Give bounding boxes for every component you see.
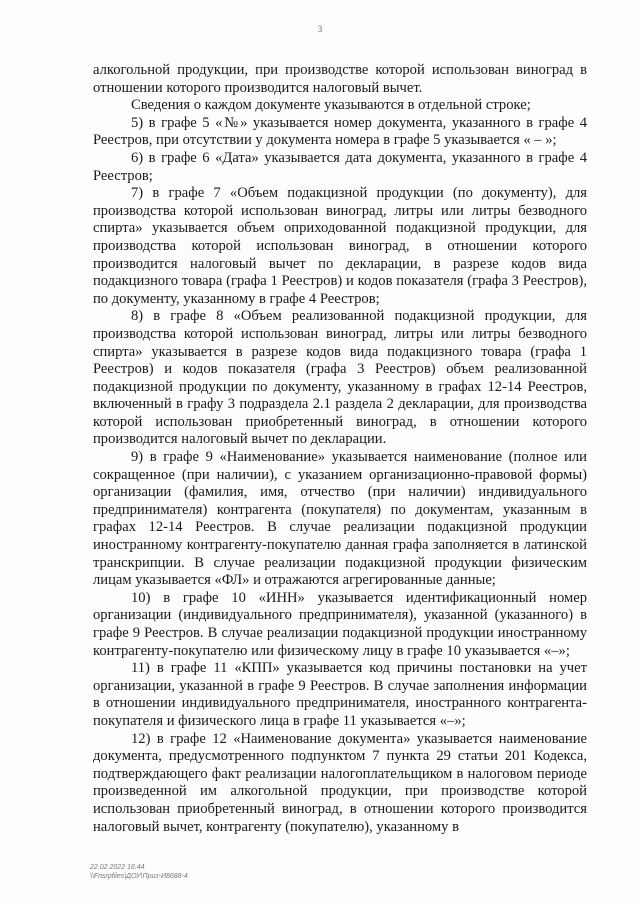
print-footer xyxy=(90,863,188,881)
paragraph: 9) в графе 9 «Наименование» указывается наименование (полное или сокращенное (при наличии), с указанием организационно-правовой формы) организации (фамилия, имя, отчество (при наличии) индивидуального предпринимателя) контрагента (покупателя) по документам, указанным в графах 12-14 Реестров. В случае реализации подакцизной продукции иностранному контрагенту-покупателю данная графа заполняется в латинской транскрипции. В случае реализации подакцизной продукции физическим лицам указывается «ФЛ» и отражаются агрегированные данные; xyxy=(93,449,587,589)
paragraph: 12) в графе 12 «Наименование документа» указывается наименование документа, предусмотренного подпунктом 7 пункта 29 статьи 201 Кодекса, подтверждающего факт реализации налогоплательщиком в налоговом периоде произведенной им алкогольной продукции, при производстве которой использован приобретенный виноград, в отношении которого производится налоговый вычет, контрагенту (покупателю), указанному в xyxy=(93,730,587,835)
paragraph: 6) в графе 6 «Дата» указывается дата документа, указанного в графе 4 Реестров; xyxy=(93,149,587,184)
paragraph: 10) в графе 10 «ИНН» указывается идентификационный номер организации (индивидуального предпринимателя), указанной (указанного) в графе 9 Реестров. В случае реализации подакцизной продукции иностранному контрагенту-покупателю или физическому лицу в графе 10 указывается «–»; xyxy=(93,589,587,659)
paragraph: Сведения о каждом документе указываются в отдельной строке; xyxy=(131,97,531,114)
paragraph: 5) в графе 5 «№» указывается номер документа, указанного в графе 4 Реестров, при отсутствии у документа номера в графе 5 указывается « – »; xyxy=(93,114,587,149)
page-number: 3 xyxy=(317,24,323,34)
paragraph: 11) в графе 11 «КПП» указывается код причины постановки на учет организации, указанной в графе 9 Реестров. В случае заполнения информации в отношении индивидуального предпринимателя, иностранного контрагента-покупателя и физического лица в графе 11 указывается «–»; xyxy=(93,660,587,729)
document-body xyxy=(93,62,587,836)
print-timestamp: 22.02.2022 16:44 xyxy=(90,864,145,871)
paragraph: 7) в графе 7 «Объем подакцизной продукции (по документу), для производства которой использован виноград, литры или литры безводного спирта» указывается объем оприходованной подакцизной продукции, для производства которой использован виноград, в отношении которого производится налоговый вычет по декларации, в разрезе кодов вида подакцизного товара (графа 1 Реестров) и кодов показателя (графа 3 Реестров), по документу, указанному в графе 4 Реестров; xyxy=(93,185,587,307)
file-path: \\Fnsrpfiles\ДОУ\Приз-И8688-4 xyxy=(90,873,188,880)
paragraph: алкогольной продукции, при производстве которой использован виноград в отношении которого производится налоговый вычет. xyxy=(93,62,587,96)
paragraph: 8) в графе 8 «Объем реализованной подакцизной продукции, для производства которой использован виноград, литры или литры безводного спирта» указывается в разрезе кодов вида подакцизного товара (графа 1 Реестров) и кодов показателя (графа 3 Реестров) объем реализованной подакцизной продукции по документу, указанному в графах 12-14 Реестров, включенный в графу 3 подраздела 2.1 раздела 2 декларации, для производства которой использован приобретенный виноград, в отношении которого производится налоговый вычет по декларации. xyxy=(93,308,587,448)
